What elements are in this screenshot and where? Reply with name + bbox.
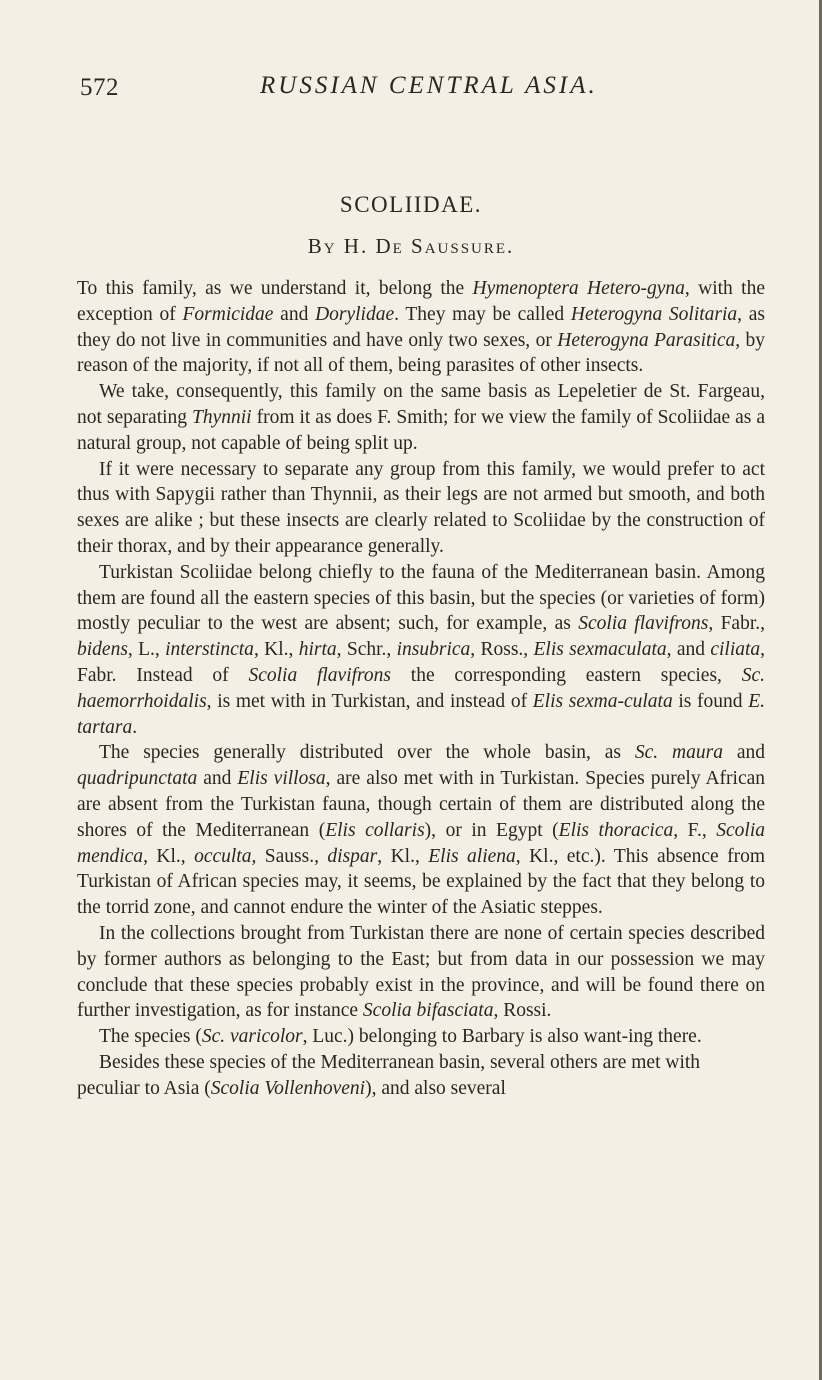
paragraph	[77, 560, 765, 741]
italic-taxon-name: Sc. haemorrhoidalis	[77, 664, 765, 712]
section-title: SCOLIIDAE.	[339, 192, 483, 217]
text-run: The species (	[99, 1026, 202, 1048]
text-run: , by reason of the majority, if not all of them, being parasites of other insects.	[77, 329, 766, 377]
italic-taxon-name: Scolia mendica	[77, 819, 765, 867]
italic-taxon-name: bidens	[77, 639, 128, 661]
italic-taxon-name: Elis sexmaculata	[533, 639, 667, 661]
text-run: , Fabr. Instead of	[77, 639, 766, 686]
italic-taxon-name: Heterogyna Solitaria	[570, 303, 738, 325]
text-run: , Kl.,	[377, 845, 429, 867]
text-run: the corresponding eastern species,	[391, 664, 742, 686]
italic-taxon-name: Sc. maura	[634, 742, 723, 764]
text-run: . They may be called	[394, 303, 571, 325]
italic-taxon-name: Elis aliena	[428, 845, 516, 867]
italic-taxon-name: E. tartara	[77, 690, 765, 738]
italic-taxon-name: Thynnii	[192, 406, 252, 428]
italic-taxon-name: Sc. varicolor	[201, 1026, 303, 1048]
text-run: , with the exception of	[77, 278, 765, 325]
text-run: , Sauss.,	[251, 845, 328, 867]
italic-taxon-name: dispar	[327, 845, 378, 867]
text-run: We take, consequently, this family on the same basis as Lepeletier de St. Fargeau, not separating	[77, 381, 765, 428]
text-run: If it were necessary to separate any group from this family, we would prefer to act thus with Sapygii rather than Thynnii, as their legs are not armed but smooth, and both sexes are alike ; but these insects are clearly related to Scoliidae by the construction of their thorax, and by their appearance generally.	[77, 458, 765, 557]
italic-taxon-name: Hymenoptera Hetero-gyna	[472, 278, 685, 299]
paragraph	[77, 457, 765, 560]
text-run: , as they do not live in communities and have only two sexes, or	[77, 303, 766, 351]
italic-taxon-name: insubrica	[396, 639, 471, 661]
text-run: , and	[666, 639, 711, 661]
italic-taxon-name: hirta	[298, 639, 337, 661]
text-run: and	[722, 742, 765, 764]
italic-taxon-name: Scolia flavifrons	[248, 664, 392, 686]
author-byline: By H. De Saussure.	[307, 234, 515, 258]
italic-taxon-name: Scolia Vollenhoveni	[210, 1077, 366, 1099]
text-run: , Kl.,	[143, 845, 195, 867]
running-header	[80, 72, 760, 108]
italic-taxon-name: Elis thoracica	[558, 819, 674, 841]
paragraph	[77, 276, 765, 379]
italic-taxon-name: interstincta	[165, 639, 254, 661]
italic-taxon-name: occulta	[194, 845, 252, 867]
running-title: RUSSIAN CENTRAL ASIA.	[260, 72, 598, 99]
text-run: , is met with in Turkistan, and instead of	[206, 690, 533, 712]
paragraph	[77, 1050, 765, 1102]
text-run: Turkistan Scoliidae belong chiefly to the fauna of the Mediterranean basin. Among them are found all the eastern species of this basin, but the species (or varieties of form) mostly peculiar to the west are absent; such, for example, as	[77, 561, 765, 635]
paragraph	[77, 1024, 765, 1050]
italic-taxon-name: ciliata	[710, 639, 761, 661]
page-number: 572	[80, 74, 119, 101]
text-run: , Fabr.,	[708, 613, 766, 635]
italic-taxon-name: Heterogyna Parasitica	[557, 329, 736, 351]
text-run: is found	[672, 690, 749, 712]
text-run: , L.,	[127, 639, 166, 661]
text-run: Besides these species of the Mediterranean basin, several others are met with peculiar to Asia (	[77, 1051, 701, 1099]
text-run: The species generally distributed over the whole basin, as	[99, 742, 635, 764]
text-run: ), or in Egypt (	[424, 819, 559, 841]
text-run: , Kl., etc.). This absence from Turkistan of African species may, it seems, be explained by the fact that they belong to the torrid zone, and cannot endure the winter of the Asiatic steppes.	[77, 845, 765, 919]
italic-taxon-name: Dorylidae	[315, 303, 395, 325]
text-run: , Schr.,	[336, 639, 397, 661]
body-text	[77, 276, 765, 1102]
text-run: , F.,	[673, 819, 717, 841]
text-run: To this family, as we understand it, belong the	[77, 278, 473, 299]
italic-taxon-name: Scolia flavifrons	[578, 613, 709, 635]
italic-taxon-name: Formicidae	[182, 303, 274, 325]
italic-taxon-name: quadripunctata	[77, 768, 198, 790]
text-run: In the collections brought from Turkistan there are none of certain species described by former authors as belonging to the East; but from data in our possession we may conclude that these species probably exist in the province, and will be found there on further investigation, as for instance	[77, 922, 765, 1022]
italic-taxon-name: Elis collaris	[325, 819, 425, 841]
paragraph	[77, 379, 765, 456]
italic-taxon-name: Scolia bifasciata	[362, 1000, 494, 1022]
paragraph	[77, 921, 765, 1024]
text-run: , are also met with in Turkistan. Species purely African are absent from the Turkistan fauna, though certain of them are distributed along the shores of the Mediterranean (	[77, 768, 766, 841]
text-run: ), and also several	[365, 1077, 506, 1099]
italic-taxon-name: Elis villosa	[237, 768, 326, 790]
text-run: , Rossi.	[493, 1000, 552, 1022]
text-run: from it as does F. Smith; for we view the family of Scoliidae as a natural group, not capable of being split up.	[77, 406, 765, 454]
text-run: .	[132, 716, 138, 738]
text-run: and	[197, 768, 238, 790]
paragraph	[77, 740, 765, 921]
text-run: , Ross.,	[470, 639, 534, 661]
text-run: , Luc.) belonging to Barbary is also want-ing there.	[302, 1026, 702, 1048]
text-run: , Kl.,	[253, 639, 299, 661]
italic-taxon-name: Elis sexma-culata	[532, 690, 673, 712]
text-run: and	[273, 303, 316, 325]
